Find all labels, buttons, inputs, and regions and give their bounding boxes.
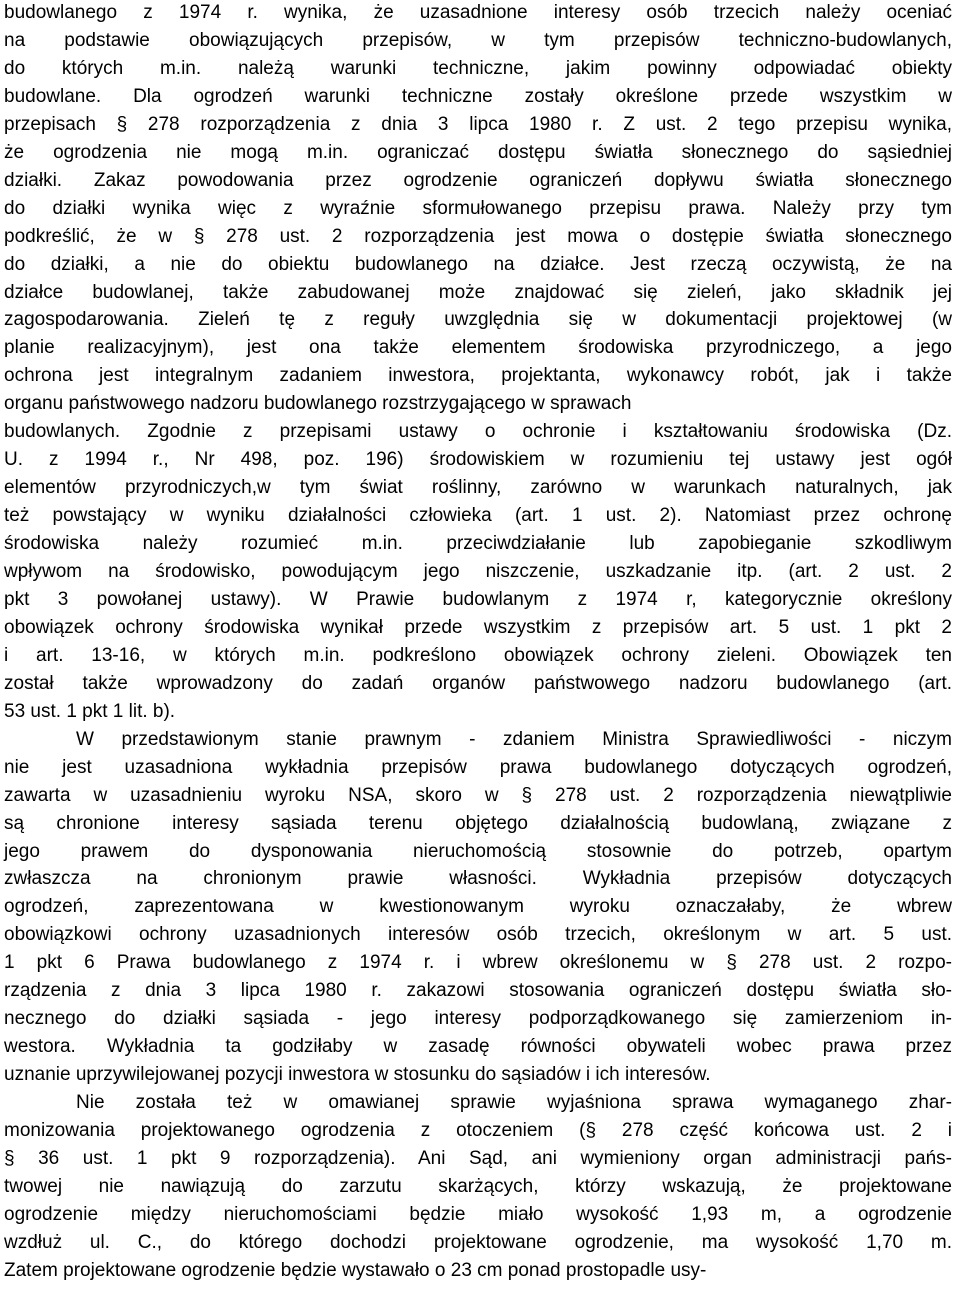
- text-line: ochrona jest integralnym zadaniem inwestora, projektanta, wykonawcy robót, jak i także: [4, 365, 952, 387]
- text-line: do działki wynika więc z wyraźnie sformułowanego przepisu prawa. Należy przy tym: [4, 197, 952, 219]
- text-line: budowlanych. Zgodnie z przepisami ustawy o ochronie i kształtowaniu środowiska (Dz.: [4, 421, 952, 443]
- text-line: U. z 1994 r., Nr 498, poz. 196) środowiskiem w rozumieniu tej ustawy jest ogół: [4, 449, 952, 471]
- text-line: uznanie uprzywilejowanej pozycji inwestora w stosunku do sąsiadów i ich interesów.: [4, 1064, 711, 1086]
- text-line: są chronione interesy sąsiada terenu objętego działalnością budowlaną, związane z: [4, 812, 952, 834]
- text-line: i art. 13-16, w których m.in. podkreślono obowiązek ochrony zieleni. Obowiązek ten: [4, 644, 952, 666]
- text-line: obowiązkowi ochrony uzasadnionych interesów osób trzecich, określonym w art. 5 ust.: [4, 924, 952, 946]
- text-line: rządzenia z dnia 3 lipca 1980 r. zakazowi stosowania ograniczeń dostępu światła sło-: [4, 980, 952, 1002]
- text-line: westora. Wykładnia ta godziłaby w zasadę równości obywateli wobec prawa przez: [4, 1036, 952, 1058]
- text-line: działki. Zakaz powodowania przez ogrodzenie ograniczeń dopływu światła słonecznego: [4, 169, 952, 191]
- text-line: planie realizacyjnym), jest ona także elementem środowiska przyrodniczego, a jego: [4, 337, 952, 359]
- text-line: twowej nie nawiązują do zarzutu skarżących, którzy wskazują, że projektowane: [4, 1175, 952, 1197]
- text-line: zwłaszcza na chronionym prawie własności. Wykładnia przepisów dotyczących: [4, 868, 952, 890]
- text-line: ogrodzenie między nieruchomościami będzie miało wysokość 1,93 m, a ogrodzenie: [4, 1203, 952, 1225]
- text-line: obowiązek ochrony środowiska wynikał przede wszystkim z przepisów art. 5 ust. 1 pkt 2: [4, 616, 952, 638]
- text-line: budowlanego z 1974 r. wynika, że uzasadnione interesy osób trzecich należy oceniać: [4, 2, 952, 23]
- text-line: budowlane. Dla ogrodzeń warunki techniczne zostały określone przede wszystkim w: [4, 85, 952, 107]
- text-line: ogrodzeń, zaprezentowana w kwestionowanym wyroku oznaczałaby, że wbrew: [4, 896, 952, 918]
- text-line: przepisach § 278 rozporządzenia z dnia 3 lipca 1980 r. Z ust. 2 tego przepisu wynika,: [4, 113, 952, 135]
- text-line: wzdłuż ul. C., do którego dochodzi projektowane ogrodzenie, ma wysokość 1,70 m.: [4, 1231, 952, 1253]
- text-line: do których m.in. należą warunki techniczne, jakim powinny odpowiadać obiekty: [4, 57, 952, 79]
- text-line: 53 ust. 1 pkt 1 lit. b).: [4, 700, 176, 722]
- text-line: środowiska należy rozumieć m.in. przeciwdziałanie lub zapobieganie szkodliwym: [4, 533, 952, 555]
- text-line: podkreślić, że w § 278 ust. 2 rozporządzenia jest mowa o dostępie światła słonecznego: [4, 225, 952, 247]
- text-line: na podstawie obowiązujących przepisów, w tym przepisów techniczno-budowlanych,: [4, 29, 952, 51]
- text-line: 1 pkt 6 Prawa budowlanego z 1974 r. i wbrew określonemu w § 278 ust. 2 rozpo-: [4, 952, 952, 974]
- text-line: pkt 3 powołanej ustawy). W Prawie budowlanym z 1974 r, kategorycznie określony: [4, 588, 952, 610]
- text-line: wpływom na środowisko, powodującym jego niszczenie, uszkadzanie itp. (art. 2 ust. 2: [4, 561, 952, 582]
- text-line: nie jest uzasadniona wykładnia przepisów prawa budowlanego dotyczących ogrodzeń,: [4, 756, 952, 778]
- text-line: też powstający w wyniku działalności człowieka (art. 1 ust. 2). Natomiast przez ochronę: [4, 505, 952, 527]
- text-line: organu państwowego nadzoru budowlanego rozstrzygającego w sprawach: [4, 393, 632, 415]
- text-line: necznego do działki sąsiada - jego interesy podporządkowanego się zamierzeniom in-: [4, 1008, 952, 1030]
- text-line: Nie została też w omawianej sprawie wyjaśniona sprawa wymaganego zhar-: [76, 1092, 952, 1114]
- text-line: § 36 ust. 1 pkt 9 rozporządzenia). Ani Sąd, ani wymieniony organ administracji pańs-: [4, 1147, 952, 1169]
- text-line: elementów przyrodniczych,w tym świat roślinny, zarówno w warunkach naturalnych, jak: [4, 477, 952, 499]
- text-line: W przedstawionym stanie prawnym - zdaniem Ministra Sprawiedliwości - niczym: [76, 728, 952, 750]
- text-line: do działki, a nie do obiektu budowlanego na działce. Jest rzeczą oczywistą, że na: [4, 253, 952, 275]
- text-line: monizowania projektowanego ogrodzenia z otoczeniem (§ 278 część końcowa ust. 2 i: [4, 1120, 952, 1141]
- text-line: zawarta w uzasadnieniu wyroku NSA, skoro w § 278 ust. 2 rozporządzenia niewątpliwie: [4, 784, 952, 806]
- text-line: że ogrodzenia nie mogą m.in. ograniczać dostępu światła słonecznego do sąsiedniej: [4, 141, 952, 163]
- text-line: zagospodarowania. Zieleń tę z reguły uwzględnia się w dokumentacji projektowej (w: [4, 309, 952, 331]
- text-line: został także wprowadzony do zadań organów państwowego nadzoru budowlanego (art.: [4, 672, 952, 694]
- text-line: działce budowlanej, także zabudowanej może znajdować się zieleń, jako składnik jej: [4, 281, 952, 303]
- text-line: jego prawem do dysponowania nieruchomością stosownie do potrzeb, opartym: [4, 840, 952, 862]
- text-line: Zatem projektowane ogrodzenie będzie wystawało o 23 cm ponad prostopadle usy-: [4, 1259, 707, 1281]
